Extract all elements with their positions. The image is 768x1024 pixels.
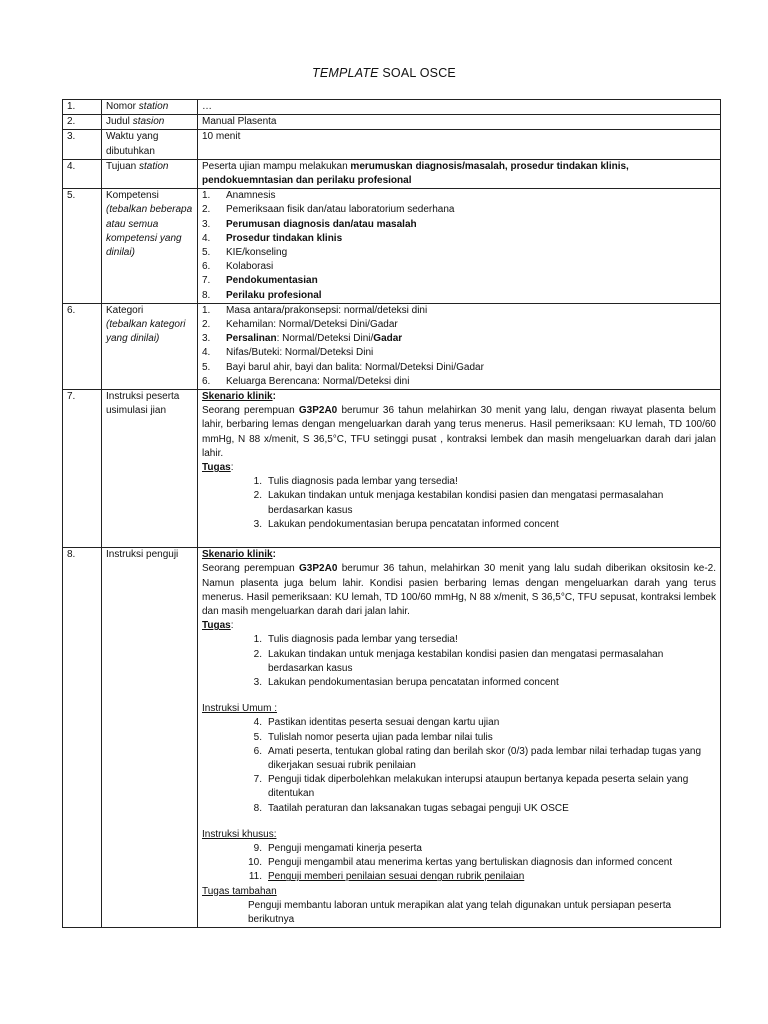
table-row bbox=[63, 130, 721, 159]
list-item: 6. Kolaborasi bbox=[202, 261, 274, 273]
row-value: 10 menit bbox=[198, 130, 721, 159]
general-instructions-heading: Instruksi Umum : bbox=[202, 703, 278, 715]
table-row bbox=[63, 548, 721, 928]
osce-table bbox=[62, 99, 721, 928]
row-number: 6. bbox=[63, 303, 102, 389]
label-note: (tebalkan beberapa atau semua kompetensi yang dinilai) bbox=[106, 204, 193, 259]
row-label: Instruksi peserta usimulasi jian bbox=[102, 390, 198, 548]
additional-task-heading: Tugas tambahan bbox=[202, 885, 277, 897]
row-value: … bbox=[198, 100, 721, 115]
row-value: Peserta ujian mampu melakukan merumuskan diagnosis/masalah, prosedur tindakan klinis, pendokuemntasian dan perilaku profesional bbox=[198, 159, 721, 188]
row-number: 1. bbox=[63, 100, 102, 115]
label-note: (tebalkan kategori yang dinilai) bbox=[106, 319, 186, 345]
list-item: 3. Lakukan pendokumentasian berupa pencatatan informed concent bbox=[253, 518, 559, 530]
additional-task-text: Penguji membantu laboran untuk merapikan alat yang telah digunakan untuk persiapan peserta berikutnya bbox=[248, 899, 672, 925]
list-item: 4. Nifas/Buteki: Normal/Deteksi Dini bbox=[202, 347, 374, 359]
row-number: 5. bbox=[63, 189, 102, 304]
tasks-heading: Tugas bbox=[202, 462, 231, 474]
row-number: 3. bbox=[63, 130, 102, 159]
row-label: Judul stasion bbox=[102, 115, 198, 130]
row-label: Kompetensi (tebalkan beberapa atau semua kompetensi yang dinilai) bbox=[102, 189, 198, 304]
list-item: 9. Penguji mengamati kinerja peserta bbox=[253, 842, 422, 854]
row-number: 8. bbox=[63, 548, 102, 928]
scenario-heading: Skenario klinik bbox=[202, 549, 273, 561]
table-row bbox=[63, 100, 721, 115]
table-row bbox=[63, 159, 721, 188]
list-item: 2. Lakukan tindakan untuk menjaga kestabilan kondisi pasien dan mengatasi permasalahan berdasarkan kasus bbox=[253, 490, 664, 516]
list-item: 8. Perilaku profesional bbox=[202, 289, 322, 301]
scenario-text: Seorang perempuan G3P2A0 berumur 36 tahun melahirkan 30 menit yang lalu, dengan riwayat plasenta belum lahir, berbaring lemas dengan mengeluarkan darah yang terus menerus. Hasil pemeriksaan: KU lemah, TD 100/60 mmHg, N 88 x/menit, S 36,5°C, TFU setinggi pusat , kontraksi lembek dan masih mengeluarkan darah dari jalan lahir. bbox=[202, 405, 716, 459]
table-row bbox=[63, 189, 721, 304]
list-item: 3. Perumusan diagnosis dan/atau masalah bbox=[202, 218, 417, 230]
list-item: 4. Prosedur tindakan klinis bbox=[202, 232, 343, 244]
table-row bbox=[63, 390, 721, 548]
document-title bbox=[0, 66, 768, 80]
list-item: 6. Amati peserta, tentukan global rating dan berilah skor (0/3) pada lembar nilai terhadap tugas yang dikerjakan sesuai rubrik penilaian bbox=[253, 745, 702, 771]
list-item: 3. Lakukan pendokumentasian berupa pencatatan informed concent bbox=[253, 676, 559, 688]
list-item: 3. Persalinan: Normal/Deteksi Dini/Gadar bbox=[202, 333, 403, 345]
title-rest: SOAL OSCE bbox=[378, 66, 456, 80]
examiner-instructions: Skenario klinik: Seorang perempuan G3P2A0 berumur 36 tahun, melahirkan 30 menit yang lalu sudah diberikan oksitosin ke-2. Namun plasenta juga belum lahir. Kondisi pasien berbaring lemas dengan mengeluarkan darah yang terus menerus. Hasil pemeriksaan: KU lemah, TD 100/60 mmHg, N 88 x/menit, S 36,5°C, TFU sepusat, kontraksi lembek dan masih mengeluarkan darah dari jalan lahir. Tugas: 1. Tulis diagnosis pada lembar yang tersedia! 2. Lakukan tindakan untuk menjaga kestabilan kondisi pasien dan mengatasi permasalahan berdasarkan kasus 3. Lakukan pendokumentasian berupa pencatatan informed concent Instruksi Umum : 4. Pastikan identitas peserta sesuai dengan kartu ujian 5. Tulislah nomor peserta ujian pada lembar nilai tulis 6. Amati peserta, tentukan global rating dan berilah skor (0/3) pada lembar nilai terhadap tugas yang dikerjakan sesuai rubrik penilaian 7. Penguji tidak diperbolehkan melakukan interupsi ataupun bertanya kepada peserta selain yang ditentukan 8. Taatilah peraturan dan laksanakan tugas sebagai penguji UK OSCE Instruksi khusus: 9. Penguji mengamati kinerja peserta 10. Penguji mengambil atau menerima kertas yang bertuliskan diagnosis dan informed concent 11. Penguji memberi penilaian sesuai dengan rubrik penilaian Tugas tambahan Penguji membantu laboran untuk merapikan alat yang telah digunakan untuk persiapan peserta berikutnya bbox=[198, 548, 721, 928]
scenario-text: Seorang perempuan G3P2A0 berumur 36 tahun, melahirkan 30 menit yang lalu sudah diberikan oksitosin ke-2. Namun plasenta juga belum lahir. Kondisi pasien berbaring lemas dengan mengeluarkan darah yang terus menerus. Hasil pemeriksaan: KU lemah, TD 100/60 mmHg, N 88 x/menit, S 36,5°C, TFU sepusat, kontraksi lembek dan masih mengeluarkan darah dari jalan lahir. bbox=[202, 563, 716, 617]
row-number: 7. bbox=[63, 390, 102, 548]
scenario-heading: Skenario klinik bbox=[202, 391, 273, 403]
table-row bbox=[63, 115, 721, 130]
list-item: 11. Penguji memberi penilaian sesuai dengan rubrik penilaian bbox=[248, 871, 525, 883]
list-item: 5. KIE/konseling bbox=[202, 247, 288, 259]
tasks-heading: Tugas bbox=[202, 620, 231, 632]
list-item: 7. Penguji tidak diperbolehkan melakukan interupsi ataupun bertanya kepada peserta selain yang ditentukan bbox=[253, 774, 689, 800]
list-item: 2. Pemeriksaan fisik dan/atau laboratorium sederhana bbox=[202, 204, 455, 216]
category-list bbox=[198, 303, 721, 389]
row-label: Tujuan station bbox=[102, 159, 198, 188]
row-label: Instruksi penguji bbox=[102, 548, 198, 928]
list-item: 2. Kehamilan: Normal/Deteksi Dini/Gadar bbox=[202, 319, 398, 331]
list-item: 2. Lakukan tindakan untuk menjaga kestabilan kondisi pasien dan mengatasi permasalahan berdasarkan kasus bbox=[253, 648, 664, 674]
row-number: 2. bbox=[63, 115, 102, 130]
list-item: 7. Pendokumentasian bbox=[202, 275, 318, 287]
list-item: 1. Masa antara/prakonsepsi: normal/deteksi dini bbox=[202, 304, 428, 316]
row-value: Manual Plasenta bbox=[198, 115, 721, 130]
list-item: 10. Penguji mengambil atau menerima kertas yang bertuliskan diagnosis dan informed concent bbox=[248, 857, 673, 869]
table-row bbox=[63, 303, 721, 389]
list-item: 8. Taatilah peraturan dan laksanakan tugas sebagai penguji UK OSCE bbox=[253, 802, 569, 814]
list-item: 5. Bayi barul ahir, bayi dan balita: Normal/Deteksi Dini/Gadar bbox=[202, 361, 484, 373]
list-item: 1. Tulis diagnosis pada lembar yang tersedia! bbox=[253, 634, 458, 646]
competency-list bbox=[198, 189, 721, 304]
row-number: 4. bbox=[63, 159, 102, 188]
list-item: 1. Anamnesis bbox=[202, 190, 276, 202]
list-item: 6. Keluarga Berencana: Normal/Deteksi dini bbox=[202, 375, 410, 387]
special-instructions-heading: Instruksi khusus: bbox=[202, 828, 277, 840]
row-label: Waktu yang dibutuhkan bbox=[102, 130, 198, 159]
participant-instructions: Skenario klinik: Seorang perempuan G3P2A0 berumur 36 tahun melahirkan 30 menit yang lalu, dengan riwayat plasenta belum lahir, berbaring lemas dengan mengeluarkan darah yang terus menerus. Hasil pemeriksaan: KU lemah, TD 100/60 mmHg, N 88 x/menit, S 36,5°C, TFU setinggi pusat , kontraksi lembek dan masih mengeluarkan darah dari jalan lahir. Tugas: 1. Tulis diagnosis pada lembar yang tersedia! 2. Lakukan tindakan untuk menjaga kestabilan kondisi pasien dan mengatasi permasalahan berdasarkan kasus 3. Lakukan pendokumentasian berupa pencatatan informed concent bbox=[198, 390, 721, 548]
title-italic: TEMPLATE bbox=[312, 66, 379, 80]
list-item: 4. Pastikan identitas peserta sesuai dengan kartu ujian bbox=[253, 717, 500, 729]
row-label: Kategori (tebalkan kategori yang dinilai) bbox=[102, 303, 198, 389]
row-label: Nomor station bbox=[102, 100, 198, 115]
list-item: 5. Tulislah nomor peserta ujian pada lembar nilai tulis bbox=[253, 731, 493, 743]
list-item: 1. Tulis diagnosis pada lembar yang tersedia! bbox=[253, 476, 458, 488]
